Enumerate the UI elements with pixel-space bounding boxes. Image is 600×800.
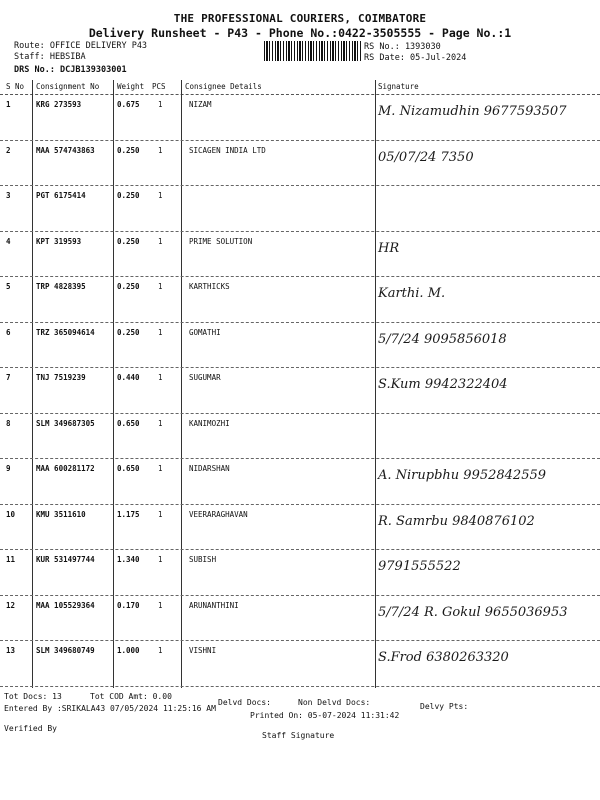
handwritten-signature: HR [378, 240, 400, 256]
pcs: 1 [158, 236, 163, 246]
consignment-no: KUR 531497744 [36, 555, 95, 564]
verified-by: Verified By [4, 724, 57, 733]
drs-number: DRS No.: DCJB139303001 [14, 65, 127, 75]
row-sno: 2 [6, 145, 11, 155]
consignee-name: PRIME SOLUTION [189, 236, 253, 246]
weight: 0.675 [117, 100, 140, 109]
row-sno: 12 [6, 600, 16, 610]
pcs: 1 [158, 282, 163, 291]
table-row [0, 549, 600, 596]
consignment-no: MAA 574743863 [36, 145, 95, 155]
consignment-no: MAA 105529364 [36, 600, 95, 610]
pcs: 1 [158, 100, 163, 109]
tot-cod: Tot COD Amt: 0.00 [90, 692, 172, 701]
row-sno: 7 [6, 373, 11, 382]
weight: 0.250 [117, 145, 140, 155]
row-sno: 8 [6, 418, 11, 428]
weight: 0.250 [117, 236, 140, 246]
pcs: 1 [158, 327, 163, 337]
pcs: 1 [158, 600, 163, 610]
consignment-no: PGT 6175414 [36, 191, 86, 200]
pcs: 1 [158, 509, 163, 519]
consignee-name: KARTHICKS [189, 282, 230, 291]
col-weight: Weight [117, 82, 145, 91]
consignee-name: SUBISH [189, 555, 217, 564]
consignment-no: TRZ 365094614 [36, 327, 95, 337]
table-row [0, 185, 600, 232]
col-consignee: Consignee Details [185, 82, 262, 91]
consignee-name: KANIMOZHI [189, 418, 230, 428]
handwritten-signature: Karthi. M. [378, 286, 446, 301]
row-sno: 13 [6, 646, 16, 655]
weight: 0.650 [117, 464, 140, 473]
row-sno: 11 [6, 555, 16, 564]
weight: 0.650 [117, 418, 140, 428]
pcs: 1 [158, 373, 163, 382]
handwritten-signature: 9791555522 [378, 559, 461, 574]
barcode [264, 41, 362, 61]
consignee-name: GOMATHI [189, 327, 221, 337]
staff-signature: Staff Signature [262, 731, 335, 740]
pcs: 1 [158, 646, 163, 655]
col-sno: S No [6, 82, 25, 91]
weight: 0.440 [117, 373, 140, 382]
rs-number: RS No.: 1393030 [364, 42, 441, 52]
consignee-name: NIZAM [189, 100, 212, 109]
pcs: 1 [158, 145, 163, 155]
handwritten-signature: 5/7/24 9095856018 [378, 331, 507, 347]
printed-on: Printed On: 05-07-2024 11:31:42 [250, 711, 400, 720]
weight: 1.340 [117, 555, 140, 564]
weight: 0.250 [117, 191, 140, 200]
table-row [0, 595, 600, 642]
pcs: 1 [158, 464, 163, 473]
consignment-no: SLM 349680749 [36, 646, 95, 655]
col-consignment: Consignment No [36, 82, 100, 91]
table-row [0, 640, 600, 687]
table-row [0, 504, 600, 551]
weight: 0.170 [117, 600, 140, 610]
row-sno: 6 [6, 327, 11, 337]
table-row [0, 94, 600, 141]
row-sno: 4 [6, 236, 11, 246]
entered-by: Entered By :SRIKALA43 07/05/2024 11:25:16 AM [4, 704, 216, 713]
handwritten-signature: 05/07/24 7350 [378, 149, 474, 165]
row-sno: 5 [6, 282, 11, 291]
table-row [0, 276, 600, 323]
table-header [0, 80, 600, 95]
consignee-name: ARUNANTHINI [189, 600, 239, 610]
pcs: 1 [158, 418, 163, 428]
table-row [0, 413, 600, 460]
weight: 0.250 [117, 282, 140, 291]
col-pcs: PCS [152, 82, 166, 91]
delvy-pts: Delvy Pts: [420, 702, 469, 711]
handwritten-signature: M. Nizamudhin 9677593507 [378, 104, 567, 119]
pcs: 1 [158, 191, 163, 200]
table-row [0, 231, 600, 278]
delvd-docs: Delvd Docs: [218, 698, 271, 707]
row-sno: 1 [6, 100, 11, 109]
consignee-name: NIDARSHAN [189, 464, 230, 473]
non-delvd-docs: Non Delvd Docs: [298, 698, 371, 707]
rs-date: RS Date: 05-Jul-2024 [364, 53, 467, 63]
handwritten-signature: S.Frod 6380263320 [378, 650, 509, 665]
consignment-no: KMU 3511610 [36, 509, 86, 519]
consignment-no: KRG 273593 [36, 100, 82, 109]
handwritten-signature: 5/7/24 R. Gokul 9655036953 [378, 604, 568, 620]
tot-docs: Tot Docs: 13 [4, 692, 62, 701]
col-signature: Signature [378, 82, 419, 91]
weight: 0.250 [117, 327, 140, 337]
handwritten-signature: A. Nirupbhu 9952842559 [378, 468, 547, 483]
consignee-name: SUGUMAR [189, 373, 221, 382]
table-row [0, 322, 600, 369]
consignee-name: SICAGEN INDIA LTD [189, 145, 266, 155]
handwritten-signature: R. Samrbu 9840876102 [378, 513, 535, 529]
row-sno: 10 [6, 509, 16, 519]
consignment-no: SLM 349687305 [36, 418, 95, 428]
table-row [0, 458, 600, 505]
row-sno: 9 [6, 464, 11, 473]
pcs: 1 [158, 555, 163, 564]
consignee-name: VEERARAGHAVAN [189, 509, 248, 519]
weight: 1.175 [117, 509, 140, 519]
consignment-no: TNJ 7519239 [36, 373, 86, 382]
route-text: Route: OFFICE DELIVERY P43 [14, 41, 148, 51]
consignment-no: KPT 319593 [36, 236, 82, 246]
staff-text: Staff: HEBSIBA [14, 52, 86, 62]
runsheet-title: Delivery Runsheet - P43 - Phone No.:0422-3505555 - Page No.:1 [88, 26, 512, 40]
table-row [0, 140, 600, 187]
consignment-no: MAA 600281172 [36, 464, 95, 473]
consignee-name: VISHNI [189, 646, 217, 655]
consignment-no: TRP 4828395 [36, 282, 86, 291]
row-sno: 3 [6, 191, 11, 200]
company-title: THE PROFESSIONAL COURIERS, COIMBATORE [173, 12, 427, 25]
handwritten-signature: S.Kum 9942322404 [378, 377, 508, 392]
weight: 1.000 [117, 646, 140, 655]
table-row [0, 367, 600, 414]
